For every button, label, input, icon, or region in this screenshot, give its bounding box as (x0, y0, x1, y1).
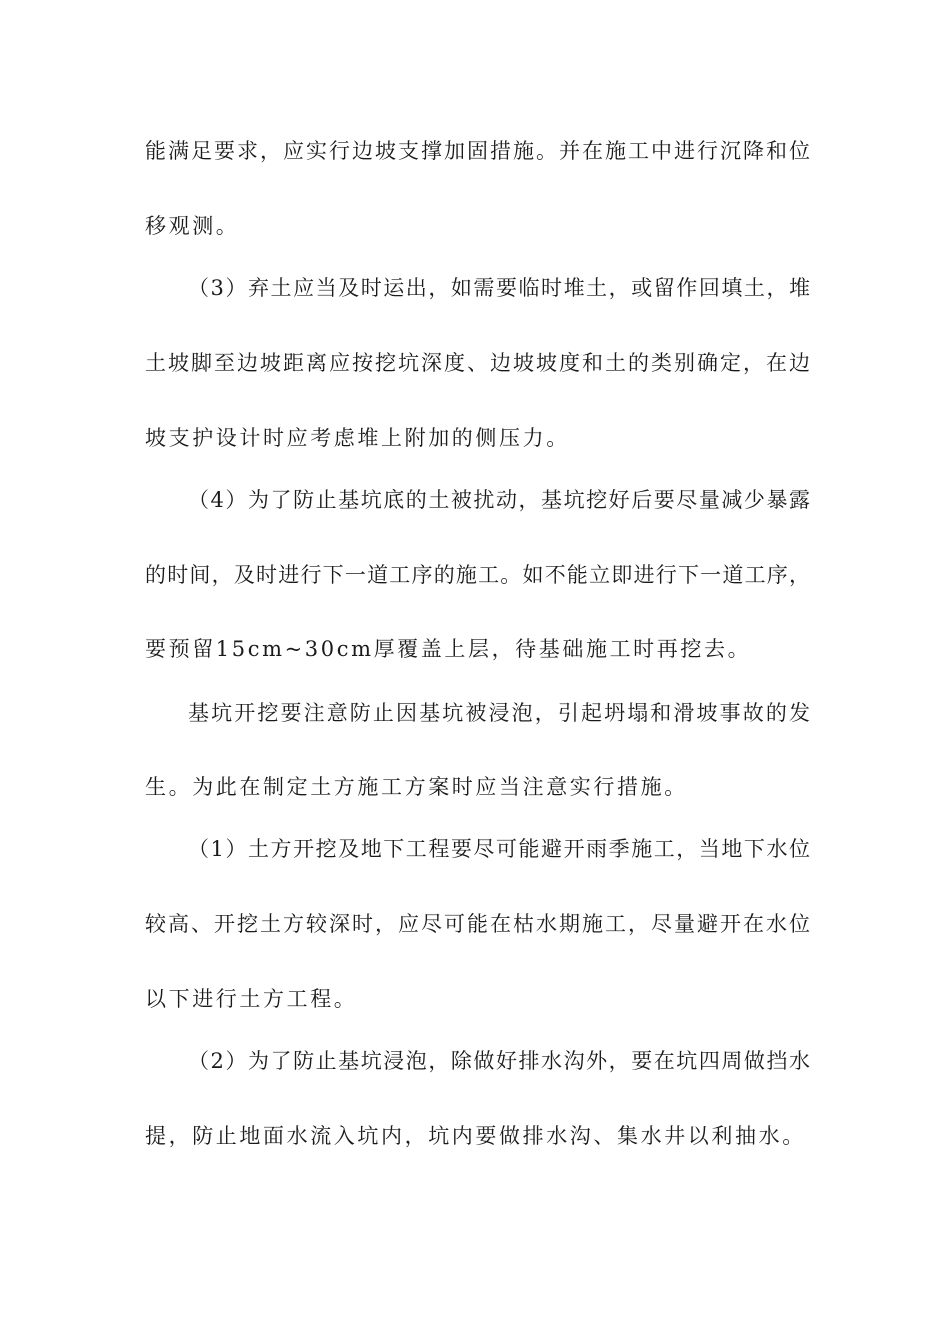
text-line: 的时间，及时进行下一道工序的施工。如不能立即进行下一道工序， (145, 563, 810, 587)
text-line: 土坡脚至边坡距离应按挖坑深度、边坡坡度和土的类别确定，在边 (145, 351, 810, 375)
text-line: 基坑开挖要注意防止因基坑被浸泡，引起坍塌和滑坡事故的发 (188, 701, 810, 725)
text-line: 提，防止地面水流入坑内，坑内要做排水沟、集水井以利抽水。 (145, 1124, 806, 1148)
text-line: （4）为了防止基坑底的土被扰动，基坑挖好后要尽量减少暴露 (188, 488, 810, 512)
text-line: 坡支护设计时应考虑堆上附加的侧压力。 (145, 426, 570, 450)
text-line: 以下进行土方工程。 (145, 987, 358, 1011)
text-line: 要预留15cm~30cm厚覆盖上层，待基础施工时再挖去。 (145, 637, 752, 661)
text-line: 较高、开挖土方较深时，应尽可能在枯水期施工，尽量避开在水位 (145, 912, 810, 936)
text-line: （1）土方开挖及地下工程要尽可能避开雨季施工，当地下水位 (188, 837, 810, 861)
text-line: （3）弃土应当及时运出，如需要临时堆土，或留作回填土，堆 (188, 276, 810, 300)
text-line: 移观测。 (145, 214, 240, 238)
text-line: （2）为了防止基坑浸泡，除做好排水沟外，要在坑四周做挡水 (188, 1049, 810, 1073)
text-line: 生。为此在制定土方施工方案时应当注意实行措施。 (145, 775, 688, 799)
text-line: 能满足要求，应实行边坡支撑加固措施。并在施工中进行沉降和位 (145, 139, 810, 163)
